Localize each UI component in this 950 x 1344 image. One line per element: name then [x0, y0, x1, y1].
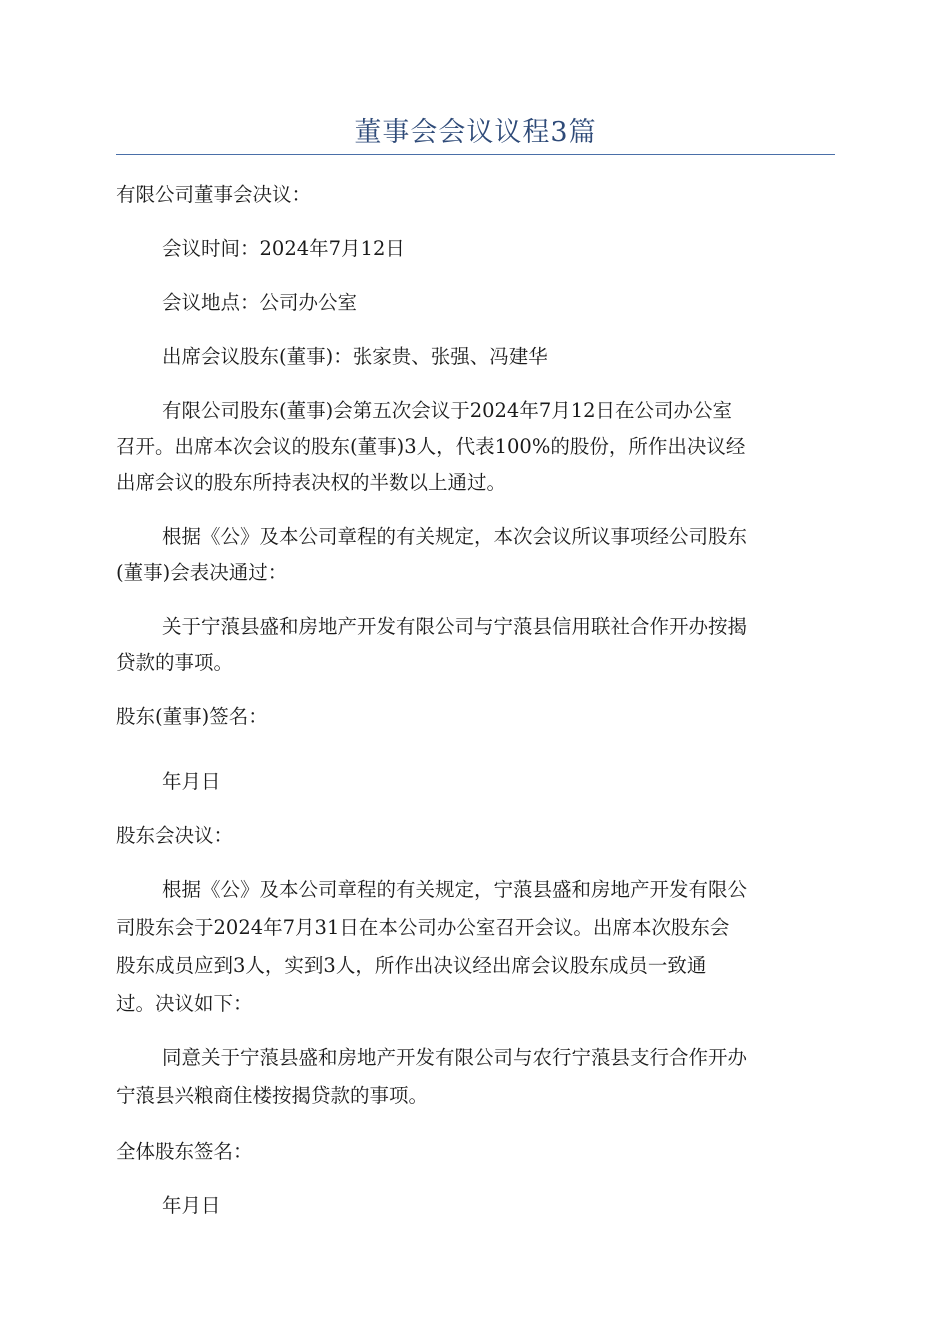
paragraph-line: 贷款的事项。: [116, 651, 234, 674]
paragraph-line: 根据《公》及本公司章程的有关规定，宁蒗县盛和房地产开发有限公: [162, 878, 748, 901]
meeting-time: 会议时间：2024年7月12日: [162, 237, 405, 260]
paragraph-line: 有限公司股东(董事)会第五次会议于2024年7月12日在公司办公室: [162, 399, 733, 422]
paragraph-line: 过。决议如下：: [116, 992, 253, 1015]
date-placeholder: 年月日: [162, 1194, 221, 1217]
section-heading-board-resolution: 有限公司董事会决议：: [116, 183, 312, 206]
signature-label: 股东(董事)签名：: [116, 705, 268, 728]
document-page: [116, 0, 835, 1344]
section-heading-shareholder-resolution: 股东会决议：: [116, 824, 234, 847]
paragraph-line: 召开。出席本次会议的股东(董事)3人，代表100%的股份，所作出决议经: [116, 435, 746, 458]
signature-label: 全体股东签名：: [116, 1140, 253, 1163]
meeting-location: 会议地点：公司办公室: [162, 291, 358, 314]
paragraph-line: 出席会议的股东所持表决权的半数以上通过。: [116, 471, 507, 494]
paragraph-line: 同意关于宁蒗县盛和房地产开发有限公司与农行宁蒗县支行合作开办: [162, 1046, 748, 1069]
paragraph-line: 根据《公》及本公司章程的有关规定，本次会议所议事项经公司股东: [162, 525, 748, 548]
paragraph-line: 关于宁蒗县盛和房地产开发有限公司与宁蒗县信用联社合作开办按揭: [162, 615, 748, 638]
paragraph-line: 股东成员应到3人，实到3人，所作出决议经出席会议股东成员一致通: [116, 954, 707, 977]
paragraph-line: 司股东会于2024年7月31日在本公司办公室召开会议。出席本次股东会: [116, 916, 730, 939]
meeting-attendees: 出席会议股东(董事)：张家贵、张强、冯建华: [162, 345, 548, 368]
paragraph-line: (董事)会表决通过：: [116, 561, 288, 584]
paragraph-line: 宁蒗县兴粮商住楼按揭贷款的事项。: [116, 1084, 429, 1107]
document-title: 董事会会议议程3篇: [354, 117, 597, 148]
date-placeholder: 年月日: [162, 770, 221, 793]
title-underline: [116, 154, 835, 155]
